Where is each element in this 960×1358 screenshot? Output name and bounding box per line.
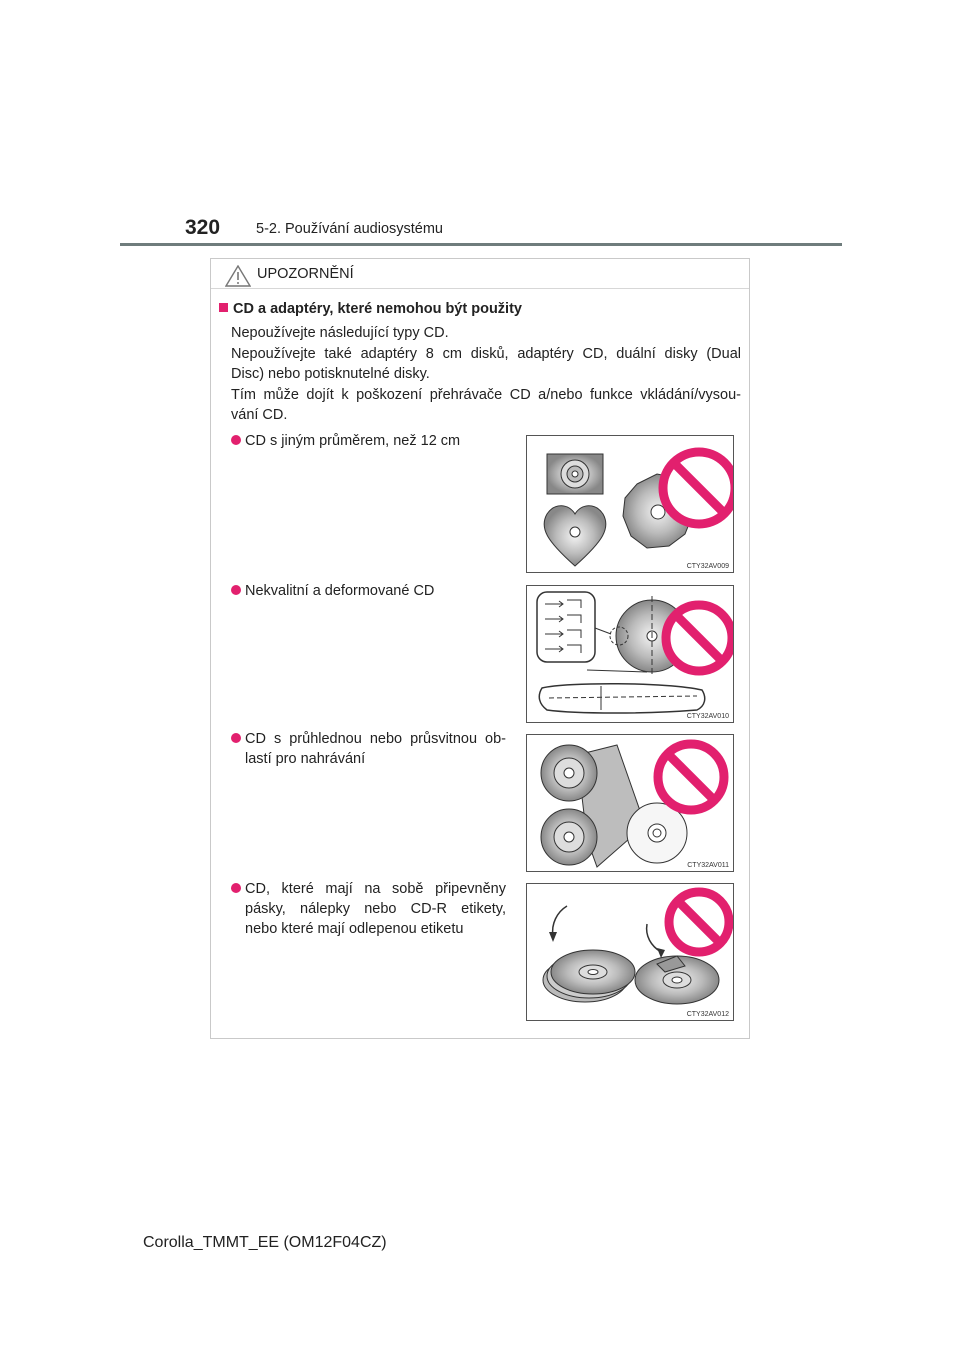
section-title: 5-2. Používání audiosystému bbox=[256, 221, 443, 237]
item-text: pásky, nálepky nebo CD-R etikety, bbox=[245, 901, 506, 917]
warning-triangle-icon bbox=[225, 265, 251, 287]
figure-code: CTY32AV011 bbox=[687, 862, 729, 869]
transparent-disc-drawing bbox=[527, 735, 733, 871]
warning-line: Nepoužívejte také adaptéry 8 cm disků, adaptéry CD, duální disky (Dual bbox=[231, 345, 741, 362]
warning-subtitle bbox=[219, 301, 522, 317]
item-text: CD s jiným průměrem, než 12 cm bbox=[245, 433, 461, 449]
item-text: CD, které mají na sobě připevněny bbox=[245, 881, 506, 897]
warning-header bbox=[211, 259, 749, 289]
odd-discs-drawing bbox=[527, 436, 733, 572]
warning-label: UPOZORNĚNÍ bbox=[257, 266, 354, 282]
list-item bbox=[231, 879, 506, 939]
header-rule bbox=[120, 243, 842, 246]
figure-code: CTY32AV009 bbox=[686, 563, 729, 570]
labeled-disc-drawing bbox=[527, 884, 733, 1020]
deformed-disc-drawing bbox=[527, 586, 733, 722]
item-text: Nekvalitní a deformované CD bbox=[245, 583, 435, 599]
list-item bbox=[231, 729, 506, 769]
list-item bbox=[231, 581, 506, 601]
footer-doc-id: Corolla_TMMT_EE (OM12F04CZ) bbox=[143, 1234, 387, 1251]
item-text: nebo které mají odlepenou etiketu bbox=[245, 921, 464, 937]
warning-line: Disc) nebo potisknutelné disky. bbox=[231, 366, 430, 382]
round-bullet-icon bbox=[231, 435, 241, 445]
page-number: 320 bbox=[185, 216, 221, 239]
warning-paragraph bbox=[231, 323, 741, 426]
list-item bbox=[231, 431, 506, 451]
figure-code: CTY32AV010 bbox=[686, 713, 729, 720]
warning-subtitle-text: CD a adaptéry, které nemohou být použity bbox=[233, 301, 522, 317]
square-bullet-icon bbox=[219, 303, 228, 312]
illustration-labeled-disc bbox=[526, 883, 734, 1021]
warning-line: vání CD. bbox=[231, 407, 288, 423]
warning-line: Tím může dojít k poškození přehrávače CD a/nebo funkce vkládání/vysou- bbox=[231, 386, 741, 403]
item-text: lastí pro nahrávání bbox=[245, 751, 366, 767]
round-bullet-icon bbox=[231, 733, 241, 743]
item-text: CD s průhlednou nebo průsvitnou ob- bbox=[245, 731, 506, 747]
illustration-deformed-disc bbox=[526, 585, 734, 723]
round-bullet-icon bbox=[231, 883, 241, 893]
illustration-transparent-disc bbox=[526, 734, 734, 872]
round-bullet-icon bbox=[231, 585, 241, 595]
figure-code: CTY32AV012 bbox=[686, 1011, 729, 1018]
warning-box bbox=[210, 258, 750, 1039]
warning-line: Nepoužívejte následující typy CD. bbox=[231, 325, 449, 341]
illustration-odd-shaped-discs bbox=[526, 435, 734, 573]
